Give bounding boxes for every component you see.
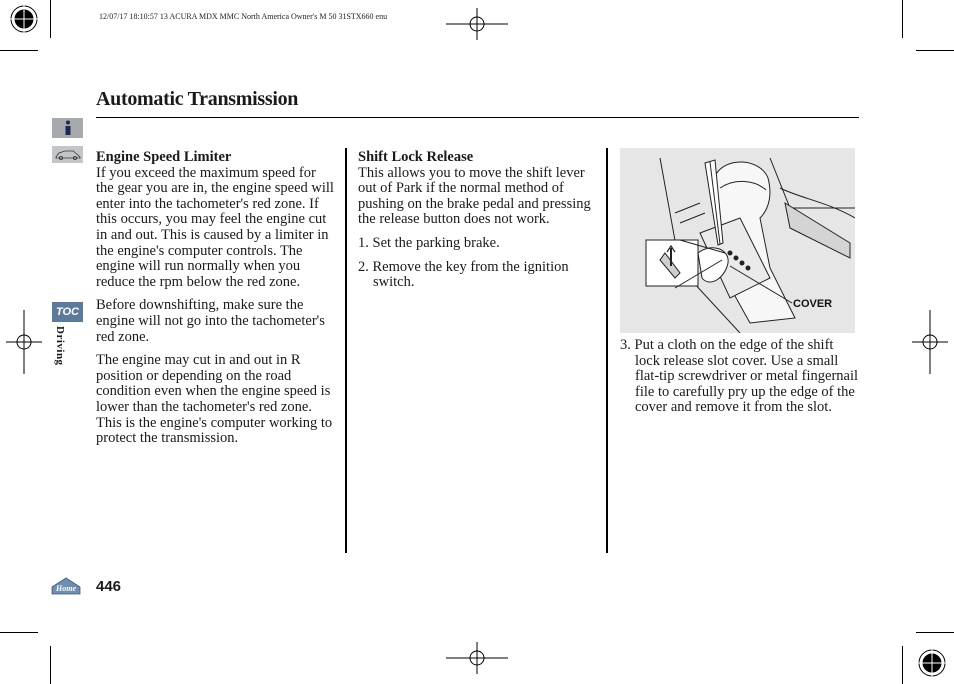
home-label: Home xyxy=(56,584,76,593)
crosshair-icon xyxy=(446,8,508,40)
section-label: Driving xyxy=(54,326,66,366)
home-icon xyxy=(50,576,82,596)
column-engine-speed-limiter xyxy=(96,150,336,455)
paragraph: The engine may cut in and out in R position or depending on the road condition even when the engine speed is lower than the tachometer's red zone. This is the engine's computer working to protect the transmission. xyxy=(96,352,333,447)
paragraph: If you exceed the maximum speed for the gear you are in, the engine speed will enter into the tachometer's red zone. If this occurs, you may feel the engine cut in and out. This is caused by a limiter in the engine's computer controls. The engine will run normally when you reduce the rpm below the red zone. xyxy=(96,164,334,290)
crosshair-icon xyxy=(912,310,948,374)
registration-target-icon xyxy=(912,643,952,683)
paragraph: This allows you to move the shift lever out of Park if the normal method of pushing on the brake pedal and pressing the release button does not work. xyxy=(358,164,591,228)
registration-target-icon xyxy=(4,0,44,38)
home-button[interactable] xyxy=(50,576,82,596)
paragraph: Before downshifting, make sure the engine will not go into the tachometer's red zone. xyxy=(96,297,325,345)
column-shift-lock-steps xyxy=(620,338,860,424)
toc-button[interactable]: TOC xyxy=(52,302,83,322)
column-divider xyxy=(345,148,347,553)
car-glyph-icon xyxy=(52,146,83,163)
crosshair-icon xyxy=(6,310,42,374)
step-item: 1. Set the parking brake. xyxy=(358,234,500,251)
section-heading: Shift Lock Release xyxy=(358,149,474,165)
info-glyph-icon xyxy=(63,120,73,136)
figure-callout-label: COVER xyxy=(793,298,833,310)
page-title: Automatic Transmission xyxy=(96,88,299,110)
section-heading: Engine Speed Limiter xyxy=(96,149,232,165)
step-item: 3. Put a cloth on the edge of the shift lock release slot cover. Use a small flat-tip screwdriver or metal fingernail file to carefully pry up the edge of the cover and remove it from the slot. xyxy=(620,337,859,416)
crosshair-icon xyxy=(446,642,508,674)
column-divider xyxy=(606,148,608,553)
step-item: 2. Remove the key from the ignition switch. xyxy=(358,258,569,291)
column-shift-lock-release xyxy=(358,150,600,299)
car-icon[interactable] xyxy=(52,146,83,163)
print-meta: 12/07/17 18:10:57 13 ACURA MDX MMC North America Owner's M 50 31STX660 enu xyxy=(99,12,388,21)
info-icon[interactable] xyxy=(52,118,83,138)
shift-lever-illustration xyxy=(620,148,855,333)
title-divider xyxy=(96,117,859,118)
page-number: 446 xyxy=(96,578,122,595)
